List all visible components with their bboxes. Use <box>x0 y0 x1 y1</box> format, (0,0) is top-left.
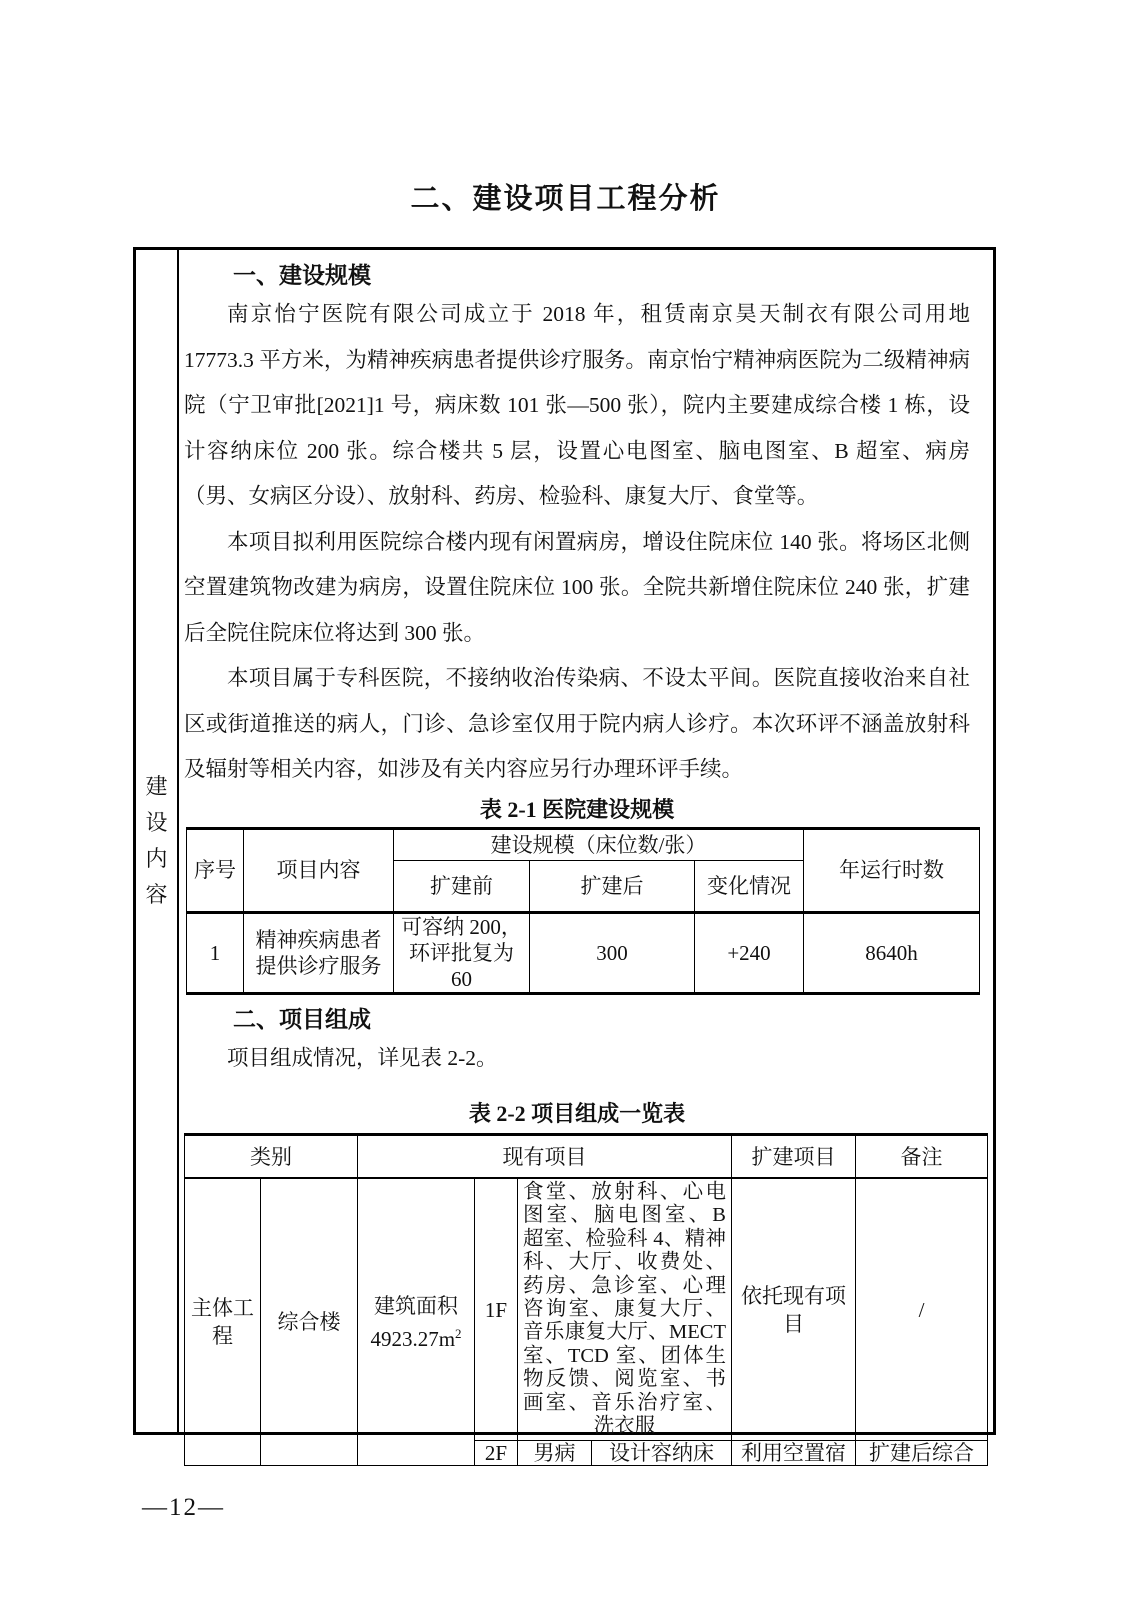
t2-cell-category-main: 主体工程 <box>185 1178 261 1466</box>
t1-header-index: 序号 <box>187 828 244 912</box>
t1-cell-before: 可容纳 200，环评批复为 60 <box>394 912 530 993</box>
t1-cell-index: 1 <box>187 912 244 993</box>
t1-header-after: 扩建后 <box>530 860 695 912</box>
section1-paragraph-2: 本项目拟利用医院综合楼内现有闲置病房，增设住院床位 140 张。将场区北侧空置建筑物改建为病房，设置住院床位 100 张。全院共新增住院床位 240 张，扩建后全院住院床位将达到 300 张。 <box>184 529 970 645</box>
content-frame <box>133 247 996 1466</box>
t2-cell-category-sub: 综合楼 <box>261 1178 358 1466</box>
t1-header-change: 变化情况 <box>695 860 804 912</box>
t2-area-value: 4923.27m <box>370 1326 456 1351</box>
t1-cell-content: 精神疾病患者提供诊疗服务 <box>244 912 394 993</box>
table1-title: 表 2-1 医院建设规模 <box>479 796 675 822</box>
t2-cell-capacity-2f: 设计容纳床 <box>592 1441 732 1466</box>
page-number: —12— <box>142 1494 225 1521</box>
sidebar-label-char: 内 <box>145 846 168 871</box>
t2-cell-remark-2f: 扩建后综合 <box>856 1441 988 1466</box>
t2-header-expansion: 扩建项目 <box>732 1135 856 1179</box>
t2-header-existing: 现有项目 <box>358 1135 732 1179</box>
t2-cell-floor-2f: 2F <box>475 1441 518 1466</box>
table2-title: 表 2-2 项目组成一览表 <box>468 1101 686 1126</box>
sidebar-label <box>136 250 179 1432</box>
sidebar-label-char: 容 <box>145 882 168 907</box>
t2-area-label: 建筑面积 <box>374 1293 458 1318</box>
section1-paragraph-3: 本项目属于专科医院，不接纳收治传染病、不设太平间。医院直接收治来自社区或街道推送的病人，门诊、急诊室仅用于院内病人诊疗。本次环评不涵盖放射科及辐射等相关内容，如涉及有关内容应另行办理环评手续。 <box>184 666 970 781</box>
t1-header-before: 扩建前 <box>394 860 530 912</box>
t1-cell-annual-hours: 8640h <box>804 912 980 993</box>
t2-header-category: 类别 <box>185 1135 358 1179</box>
t2-cell-remark-1f: / <box>856 1178 988 1441</box>
t2-cell-ward-2f: 男病 <box>518 1441 592 1466</box>
sidebar-label-char: 设 <box>145 810 168 835</box>
t2-cell-area <box>358 1178 475 1466</box>
section2-heading: 二、项目组成 <box>233 1006 371 1032</box>
t1-header-content: 项目内容 <box>244 828 394 912</box>
t1-cell-after: 300 <box>530 912 695 993</box>
t1-header-annual-hours: 年运行时数 <box>804 828 980 912</box>
t1-cell-change: +240 <box>695 912 804 993</box>
section2-paragraph: 项目组成情况，详见表 2-2。 <box>227 1045 498 1070</box>
content-area <box>179 250 994 1466</box>
t2-cell-expansion-2f: 利用空置宿 <box>732 1441 856 1466</box>
t1-header-scale-group: 建设规模（床位数/张） <box>394 828 804 860</box>
section1-paragraph-1: 南京怡宁医院有限公司成立于 2018 年，租赁南京昊天制衣有限公司用地 17773.3 平方米，为精神疾病患者提供诊疗服务。南京怡宁精神病医院为二级精神病院（宁卫审批[2021]1 号，病床数 101 张—500 张），院内主要建成综合楼 1 栋，设计容纳床位 200 张。综合楼共 5 层，设置心电图室、脑电图室、B 超室、病房（男、女病区分设）、放射科、药房、检验科、康复大厅、食堂等。 <box>184 302 970 508</box>
t2-header-remark: 备注 <box>856 1135 988 1179</box>
page-title: 二、建设项目工程分析 <box>410 183 721 215</box>
t2-cell-floor-1f: 1F <box>475 1178 518 1441</box>
t2-area-superscript: 2 <box>455 1325 462 1341</box>
table-project-composition <box>184 1133 988 1466</box>
section1-heading: 一、建设规模 <box>233 263 371 288</box>
table-hospital-scale <box>186 827 980 995</box>
t2-cell-expansion-1f: 依托现有项目 <box>732 1178 856 1441</box>
t2-cell-rooms-1f: 食堂、放射科、心电图室、脑电图室、B 超室、检验科 4、精神科、大厅、收费处、药房、急诊室、心理咨询室、康复大厅、音乐康复大厅、MECT 室、TCD 室、团体生物反馈、阅览室、书画室、音乐治疗室、洗衣服 <box>518 1178 732 1441</box>
sidebar-label-char: 建 <box>145 774 168 799</box>
